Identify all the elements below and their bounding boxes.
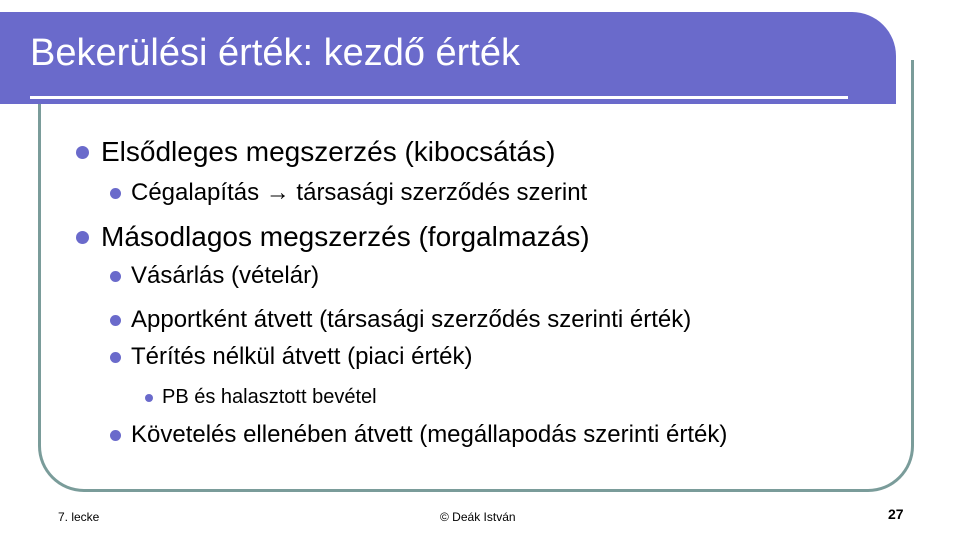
bullet-receivable — [110, 421, 727, 449]
slide-title: Bekerülési érték: kezdő érték — [30, 32, 521, 74]
bullet-deferred-income — [145, 386, 377, 409]
bullet-contribution — [110, 306, 691, 334]
bullet-text: Apportként átvett (társasági szerződés szerinti érték) — [131, 306, 692, 333]
bullet-dot-icon — [76, 231, 89, 244]
page-number: 27 — [888, 506, 904, 522]
title-bar — [0, 12, 896, 104]
bullet-dot-icon — [76, 146, 89, 159]
bullet-text: Követelés ellenében átvett (megállapodás szerinti érték) — [131, 421, 728, 448]
bullet-dot-icon — [145, 394, 153, 402]
bullet-text: Vásárlás (vételár) — [131, 262, 320, 289]
bullet-dot-icon — [110, 271, 121, 282]
bullet-dot-icon — [110, 352, 121, 363]
title-underline — [30, 96, 848, 99]
bullet-secondary-acquisition — [76, 221, 590, 253]
bullet-dot-icon — [110, 315, 121, 326]
bullet-free-of-charge — [110, 343, 472, 371]
bullet-text: Cégalapítás → társasági szerződés szerint — [131, 179, 588, 206]
footer-author: © Deák István — [440, 510, 516, 524]
bullet-text: PB és halasztott bevétel — [162, 386, 377, 408]
bullet-text: Elsődleges megszerzés (kibocsátás) — [101, 136, 556, 167]
bullet-dot-icon — [110, 430, 121, 441]
bullet-company-founding — [110, 179, 587, 207]
bullet-dot-icon — [110, 188, 121, 199]
bullet-text: Térítés nélkül átvett (piaci érték) — [131, 343, 473, 370]
footer-lesson: 7. lecke — [58, 510, 100, 524]
bullet-primary-acquisition — [76, 136, 555, 168]
bullet-text: Másodlagos megszerzés (forgalmazás) — [101, 221, 590, 252]
bullet-purchase — [110, 262, 319, 290]
